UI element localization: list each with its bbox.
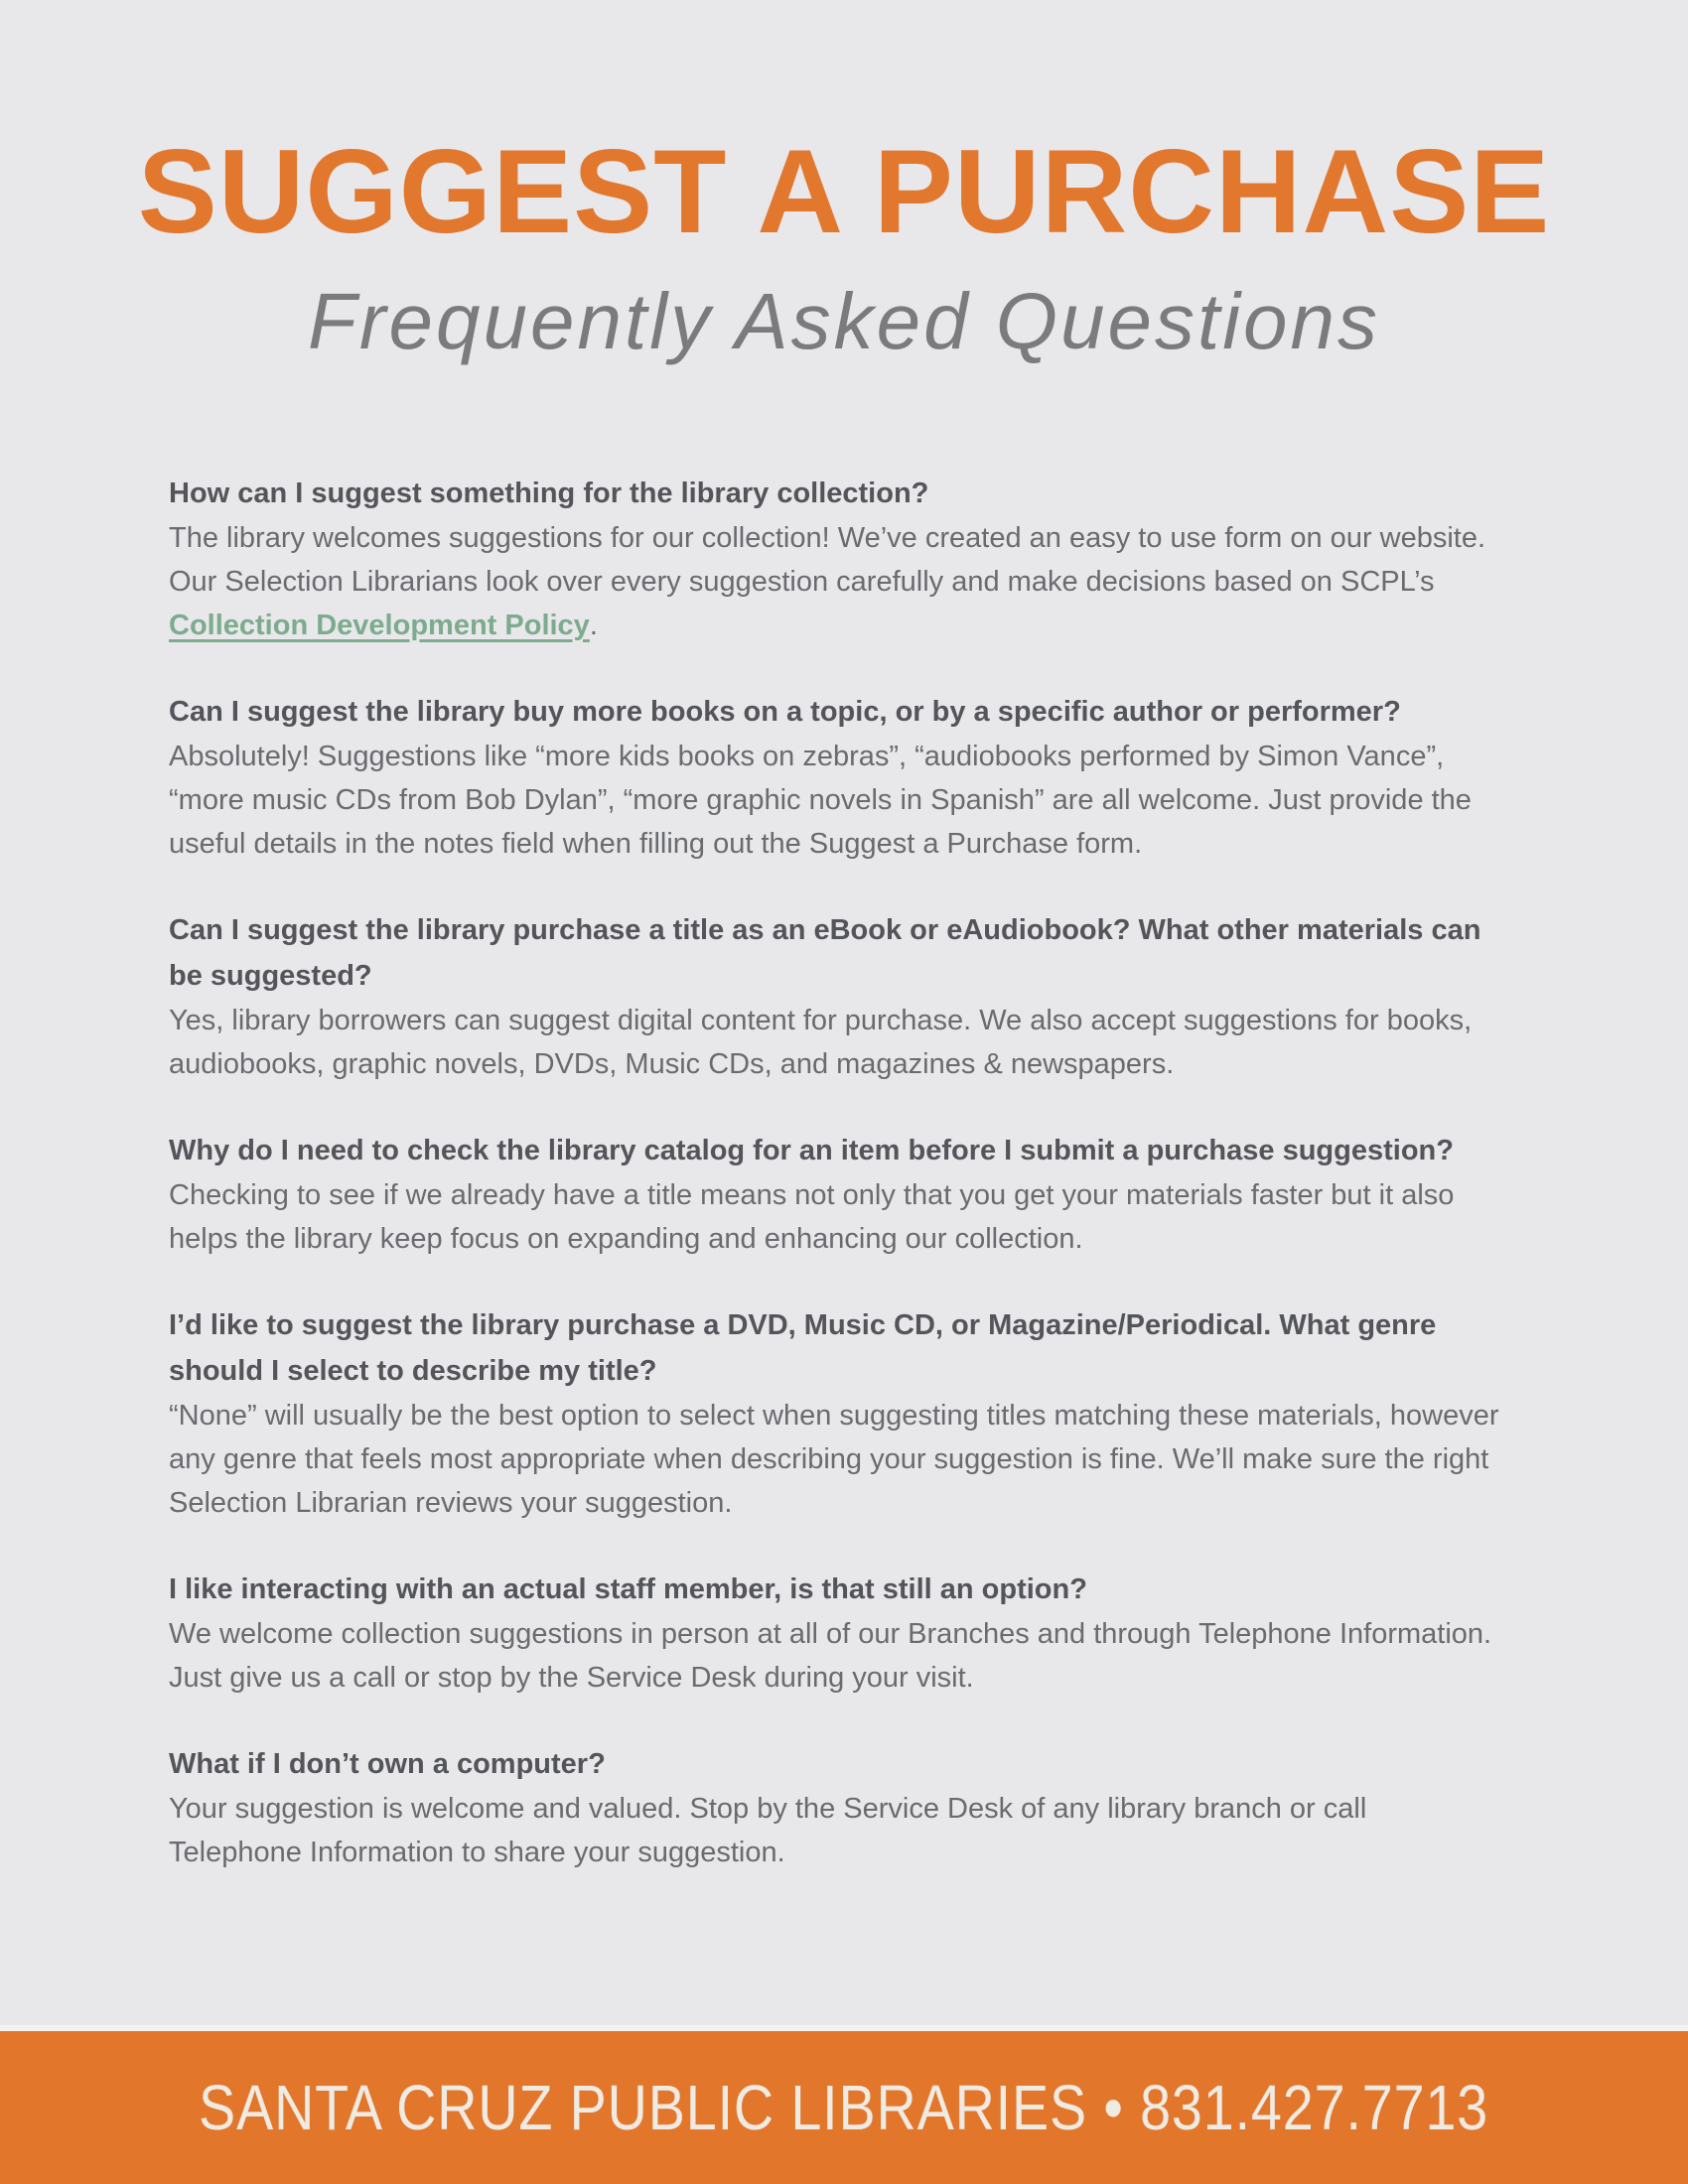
faq-question: Can I suggest the library purchase a title as an eBook or eAudiobook? What other materials can be suggested? [169,914,1481,993]
footer-text: SANTA CRUZ PUBLIC LIBRARIES • 831.427.7713 [199,2072,1489,2143]
faq-item [169,471,1504,647]
faq-question: How can I suggest something for the library collection? [169,478,929,510]
faq-question: What if I don’t own a computer? [169,1748,606,1781]
page-header [0,0,1688,371]
faq-answer [169,516,1504,647]
faq-item [169,1302,1504,1525]
faq-item [169,1741,1504,1874]
faq-answer: Your suggestion is welcome and valued. Stop by the Service Desk of any library branch or call Telephone Information to share your suggestion. [169,1793,1367,1869]
footer-bar [0,2031,1688,2184]
faq-item [169,689,1504,866]
faq-answer: We welcome collection suggestions in person at all of our Branches and through Telephone Information. Just give us a call or stop by the Service Desk during your visit. [169,1618,1492,1695]
faq-answer: Yes, library borrowers can suggest digital content for purchase. We also accept suggestions for books, audiobooks, graphic novels, DVDs, Music CDs, and magazines & newspapers. [169,1005,1473,1081]
faq-question: Why do I need to check the library catalog for an item before I submit a purchase suggestion? [169,1135,1454,1167]
faq-answer-text: The library welcomes suggestions for our collection! We’ve created an easy to use form on our website. Our Selection Librarians look over every suggestion carefully and make decisions based on SCPL’s [169,522,1486,599]
faq-answer: Absolutely! Suggestions like “more kids books on zebras”, “audiobooks performed by Simon Vance”, “more music CDs from Bob Dylan”, “more graphic novels in Spanish” are all welcome. Just provide the useful details in the notes field when filling out the Suggest a Purchase form. [169,741,1472,861]
collection-development-policy-link[interactable]: Collection Development Policy [169,610,590,642]
faq-item [169,907,1504,1086]
faq-question: I’d like to suggest the library purchase a DVD, Music CD, or Magazine/Periodical. What genre should I select to describe my title? [169,1309,1437,1388]
faq-answer-text: . [589,610,598,642]
faq-answer: Checking to see if we already have a title means not only that you get your materials faster but it also helps the library keep focus on expanding and enhancing our collection. [169,1179,1455,1256]
page-title: SUGGEST A PURCHASE [137,125,1551,258]
faq-item [169,1567,1504,1700]
faq-item [169,1128,1504,1261]
faq-question: Can I suggest the library buy more books on a topic, or by a specific author or performer? [169,696,1401,729]
faq-question: I like interacting with an actual staff member, is that still an option? [169,1573,1087,1606]
page-subtitle: Frequently Asked Questions [308,277,1380,366]
faq-answer: “None” will usually be the best option to select when suggesting titles matching these materials, however any genre that feels most appropriate when describing your suggestion is fine. We’ll make sure the right Selection Librarian reviews your suggestion. [169,1400,1499,1520]
faq-list [169,471,1504,1874]
